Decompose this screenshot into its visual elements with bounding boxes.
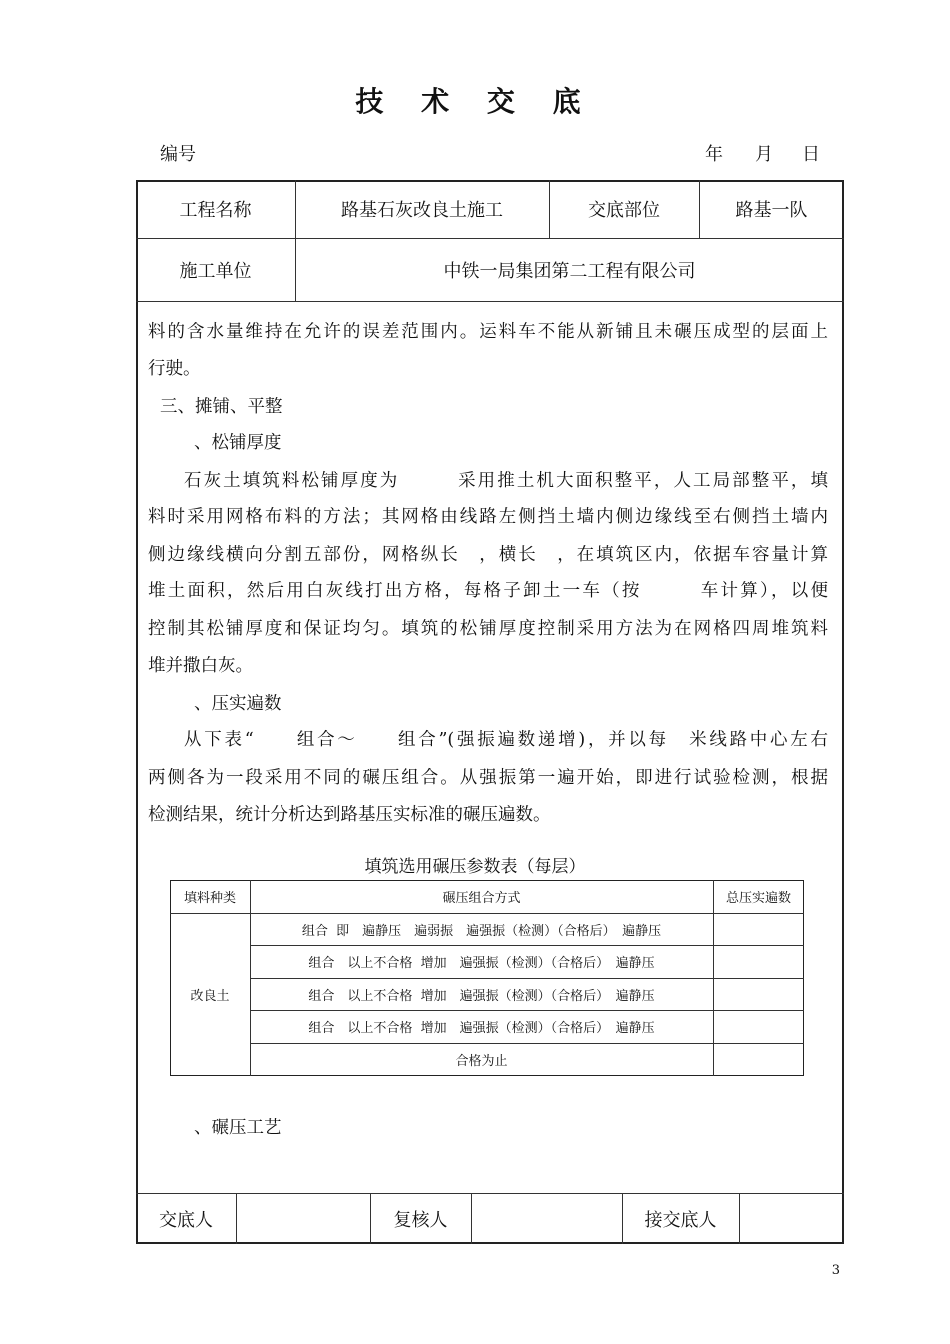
date-month-label: 月	[755, 144, 773, 165]
param-row-1: 组合 即 遍静压 遍弱振 遍强振（检测）（合格后） 遍静压	[301, 923, 662, 939]
param-header-total: 总压实遍数	[725, 891, 791, 906]
part-value: 路基一队	[735, 200, 808, 221]
param-row-3: 组合 以上不合格 增加 遍强振（检测）（合格后） 遍静压	[308, 988, 655, 1004]
param-row-2: 组合 以上不合格 增加 遍强振（检测）（合格后） 遍静压	[308, 956, 655, 971]
footer-col-divider-1	[236, 1193, 237, 1244]
serial-label: 编号	[160, 144, 196, 165]
body-line-7: 侧边缘线横向分割五部份，网格纵长 ，横长 ，在填筑区内，依据车容量计算	[148, 545, 828, 565]
body-line-6: 料时采用网格布料的方法；其网格由线路左侧挡土墙内侧边缘线至右侧挡土墙内	[148, 507, 828, 527]
body-line-12: 从下表“ 组合～ 组合”(强振遍数递增)，并以每 米线路中心左右	[184, 730, 828, 750]
body-line-9: 控制其松铺厚度和保证均匀。填筑的松铺厚度控制采用方法为在网格四周堆筑料	[148, 619, 828, 639]
body-line-1: 料的含水量维持在允许的误差范围内。运料车不能从新铺且未碾压成型的层面上	[148, 322, 828, 342]
param-row-final: 合格为止	[455, 1054, 508, 1069]
param-header-method: 碾压组合方式	[442, 891, 521, 906]
body-line-14: 检测结果，统计分析达到路基压实标准的碾压遍数。	[148, 805, 551, 825]
unit-label: 施工单位	[179, 260, 252, 282]
subheading-loose-thickness: 、松铺厚度	[194, 433, 282, 453]
date-year-label: 年	[705, 144, 723, 165]
header-bottom-divider	[136, 301, 844, 302]
handover-person-label: 交底人	[159, 1209, 213, 1231]
body-line-10: 堆并撒白灰。	[148, 656, 253, 676]
table-caption: 填筑选用碾压参数表（每层）	[364, 857, 586, 877]
subheading-compaction-passes: 、压实遍数	[194, 694, 282, 714]
param-header-material: 填料种类	[183, 891, 236, 906]
date-day-label: 日	[802, 144, 820, 165]
subheading-rolling-process: 、碾压工艺	[194, 1118, 282, 1138]
reviewer-label: 复核人	[393, 1209, 448, 1231]
receiver-label: 接交底人	[644, 1209, 717, 1231]
body-line-5: 石灰土填筑料松铺厚度为 采用推土机大面积整平，人工局部整平，填	[184, 471, 828, 491]
footer-col-divider-3	[471, 1193, 472, 1244]
body-line-8: 堆土面积，然后用白灰线打出方格，每格子卸土一车（按 车计算），以便	[148, 581, 828, 601]
project-name-label: 工程名称	[179, 200, 252, 221]
page-number: 3	[831, 1263, 840, 1278]
section-heading-spreading: 三、摊铺、平整	[160, 397, 283, 417]
part-label: 交底部位	[588, 200, 660, 221]
footer-col-divider-5	[739, 1193, 740, 1244]
unit-value: 中铁一局集团第二工程有限公司	[443, 260, 696, 282]
body-line-2: 行驶。	[148, 359, 201, 379]
param-row-4: 组合 以上不合格 增加 遍强振（检测）（合格后） 遍静压	[308, 1021, 655, 1036]
body-line-13: 两侧各为一段采用不同的碾压组合。从强振第一遍开始，即进行试验检测，根据	[148, 768, 828, 788]
param-material-cell: 改良土	[190, 989, 230, 1004]
document-title: 技 术 交 底	[355, 85, 595, 118]
project-name-value: 路基石灰改良土施工	[341, 200, 503, 221]
